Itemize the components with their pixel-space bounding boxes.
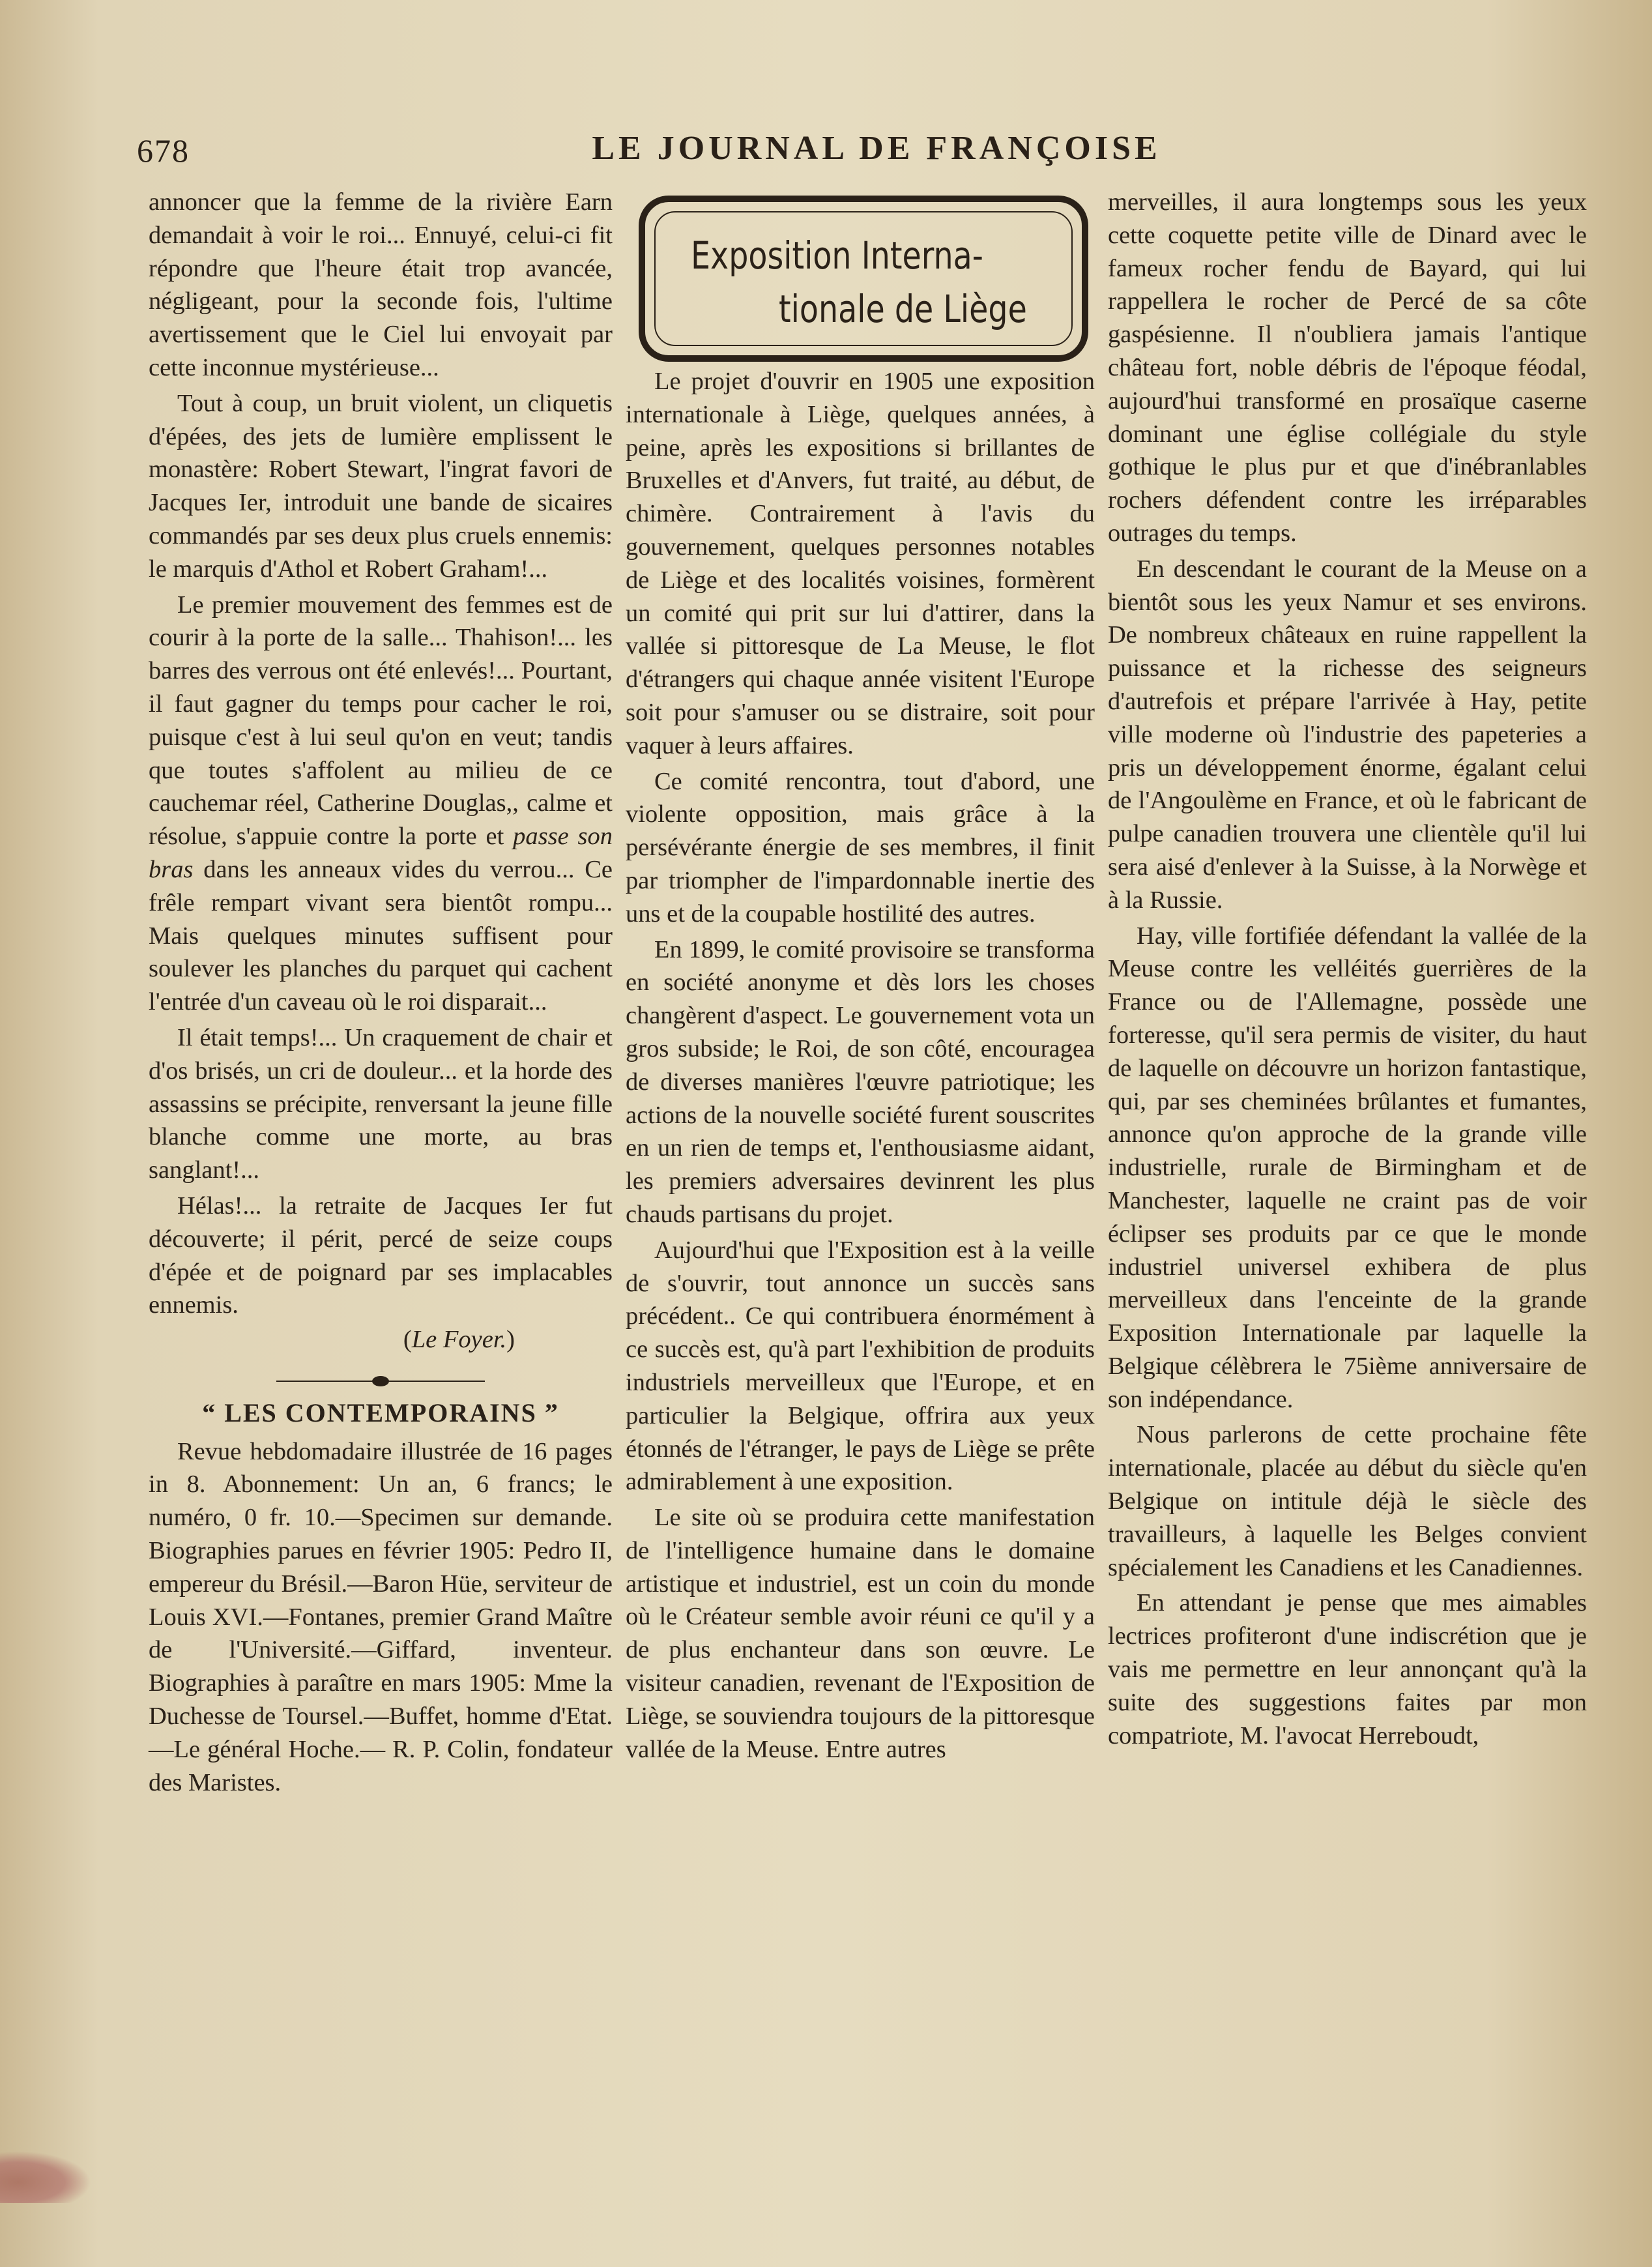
paragraph: Hélas!... la retraite de Jacques Ier fut découverte; il périt, percé de seize coups d'épée et de poignard par ses implacables ennemis. — [149, 1192, 613, 1319]
article-title-line2: tionale de Liège — [779, 287, 1027, 331]
paragraph: Il était temps!... Un craquement de chair et d'os brisés, un cri de douleur... et la horde des assassins se précipite, renversant la jeune fille blanche comme une morte, au bras sanglant!... — [149, 1023, 613, 1184]
emphasis: passe son bras — [149, 823, 613, 883]
journal-title: LE JOURNAL DE FRANÇOISE — [592, 130, 1161, 167]
paper-stain — [0, 2151, 91, 2203]
paragraph: Nous parlerons de cette prochaine fête internationale, placée au début du siècle qu'en Belgique on intitule déjà le siècle des travailleurs, à laquelle les Belges convient spécialement les Canadiens et les Canadiennes. — [1108, 1421, 1587, 1581]
paragraph: En 1899, le comité provisoire se transforma en société anonyme et dès lors les choses changèrent d'aspect. Le gouvernement vota un gros subside; le Roi, de son côté, encouragea de diverses manières l'œuvre patriotique; les actions de la nouvelle société furent souscrites en un rien de temps et, l'enthousiasme aidant, les premiers adversaires devinrent les plus chauds partisans du projet. — [626, 935, 1095, 1228]
paragraph: Ce comité rencontra, tout d'abord, une violente opposition, mais grâce à la persévérante énergie de ses membres, il finit par triompher de l'impardonnable inertie des uns et de la coupable hostilité des autres. — [626, 767, 1095, 928]
paragraph: Le site où se produira cette manifestation de l'intelligence humaine dans le domaine artistique et industriel, est un coin du monde où le Créateur semble avoir réuni ce qu'il y a de plus enchanteur dans son œuvre. Le visiteur canadien, revenant de l'Exposition de Liège, se souviendra toujours de la pittoresque vallée de la Meuse. Entre autres — [626, 1504, 1095, 1763]
paragraph: Le projet d'ouvrir en 1905 une exposition internationale à Liège, quelques années, à peine, après les expositions si brillantes de Bruxelles et d'Anvers, fut traité, au début, de chimère. Contrairement à l'avis du gouvernement, quelques personnes notables de Liège et des localités voisines, formèrent un comité qui prit sur lui d'attirer, dans la vallée si pittoresque de La Meuse, le flot d'étrangers qui chaque année visitent l'Europe soit pour s'amuser ou se distraire, soit pour vaquer à leurs affaires. — [626, 368, 1095, 759]
paragraph: Hay, ville fortifiée défendant la vallée de la Meuse contre les velléités guerrières de la France ou de l'Allemagne, possède une forteresse, qu'il sera permis de visiter, du haut de laquelle on découvre un horizon fantastique, qui, par ses cheminées brûlantes et fumantes, annonce qu'on approche de la grande ville industrielle, rurale de Birmingham et de Manchester, laquelle ne craint pas de voir éclipser ses produits par ce que le monde industriel universel exhibera de plus merveilleux dans l'enceinte de la grande Exposition Internationale par laquelle la Belgique célèbrera le 75ième anniversaire de son indépendance. — [1108, 922, 1587, 1413]
column-middle — [626, 365, 1095, 1766]
paragraph: En descendant le courant de la Meuse on a bientôt sous les yeux Namur et ses environs. De nombreux châteaux en ruine rappellent la puissance et la richesse des seigneurs d'autrefois et prépare l'arrivée à Hay, petite ville moderne où l'industrie des papeteries a pris un développement énorme, égalant celui de l'Angoulème en France, et où le fabricant de pulpe canadien trouvera une clientèle qu'il lui sera aisé d'enlever à la Suisse, à la Norwège et à la Russie. — [1108, 555, 1587, 914]
article-title-box — [639, 196, 1088, 362]
paragraph: Aujourd'hui que l'Exposition est à la veille de s'ouvrir, tout annonce un succès sans précédent.. Ce qui contribuera énormément à ce succès est, qu'à part l'exhibition de produits industriels merveilleux que l'Europe, et en particulier la Belgique, offrira aux yeux étonnés de l'étranger, le pays de Liège se prête admirablement à une exposition. — [626, 1236, 1095, 1496]
paragraph: Le premier mouvement des femmes est de courir à la porte de la salle... Thahison!... les barres des verrous ont été enlevés!... Pourtant, il faut gagner du temps pour cacher le roi, puisque c'est à lui seul qu'on en veut; tandis que toutes s'affolent au milieu de ce cauchemar réel, Catherine Douglas,, calme et résolue, s'appuie contre la porte et passe son bras dans les anneaux vides du verrou... Ce frêle rempart vivant sera bientôt rompu... Mais quelques minutes suffisent pour soulever les planches du parquet qui cachent l'entrée d'un caveau où le roi disparait... — [149, 591, 613, 1016]
column-left — [149, 186, 613, 1799]
page-header — [137, 125, 1616, 190]
article-title-line1: Exposition Interna- — [691, 233, 983, 278]
page-number: 678 — [137, 132, 190, 169]
paragraph: Tout à coup, un bruit violent, un cliquetis d'épées, des jets de lumière emplissent le monastère: Robert Stewart, l'ingrat favori de Jacques Ier, introduit une bande de sicaires commandés par ses deux plus cruels ennemis: le marquis d'Athol et Robert Graham!... — [149, 389, 613, 583]
ornamental-divider — [276, 1368, 485, 1394]
source-attribution: (Le Foyer.) — [403, 1326, 515, 1354]
paragraph: Revue hebdomadaire illustrée de 16 pages in 8. Abonnement: Un an, 6 francs; le numéro, 0 fr. 10.—Specimen sur demande. Biographies parues en février 1905: Pedro II, empereur du Brésil.—Baron Hüe, serviteur de Louis XVI.—Fontanes, premier Grand Maître de l'Université.—Giffard, inventeur. Biographies à paraître en mars 1905: Mme la Duchesse de Toursel.—Buffet, homme d'Etat.—Le général Hoche.— R. P. Colin, fondateur des Maristes. — [149, 1437, 613, 1796]
section-heading: “ LES CONTEMPORAINS ” — [202, 1397, 559, 1427]
paragraph: merveilles, il aura longtemps sous les yeux cette coquette petite ville de Dinard avec le fameux rocher fendu de Bayard, qui lui rappellera le rocher de Percé de sa côte gaspésienne. Il n'oubliera jamais l'antique château fort, noble débris de l'époque féodal, aujourd'hui transformé en prosaïque caserne dominant une église collégiale du style gothique le plus pur et que d'inébranlables rochers défendent contre les irréparables outrages du temps. — [1108, 188, 1587, 547]
paragraph: annoncer que la femme de la rivière Earn demandait à voir le roi... Ennuyé, celui-ci fit répondre que l'heure était trop avancée, négligeant, pour la seconde fois, l'ultime avertissement que le Ciel lui envoyait par cette inconnue mystérieuse... — [149, 188, 613, 381]
column-right — [1108, 186, 1587, 1752]
paragraph: En attendant je pense que mes aimables lectrices profiteront d'une indiscrétion que je vais me permettre en leur annonçant qu'à la suite des suggestions faites par mon compatriote, M. l'avocat Herreboudt, — [1108, 1589, 1587, 1749]
